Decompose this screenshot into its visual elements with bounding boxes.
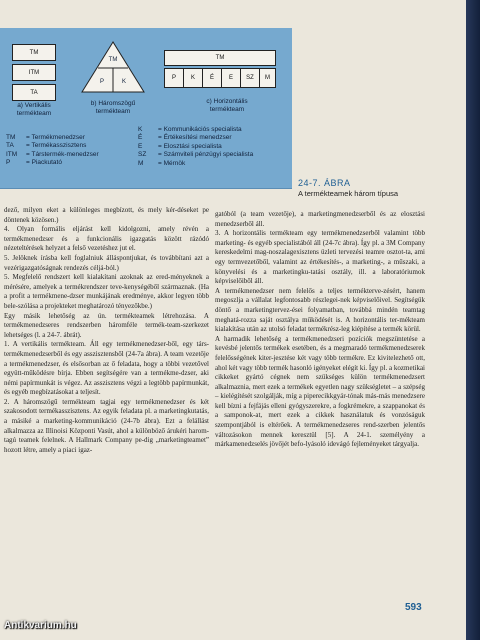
paragraph: 2. A háromszögű termékteam tagjai egy termékmenedzser és két szakosodott termékasszisztens. Az egyik feladata pl. a marketingkutatás, a másiké a marketing-kommunikáció (24-7b ábra). Ezt a felállást alkalmazza az Illinoisi Központi Vasút, ahol a különböző árukéri harom-tagú teamek felelnek. A Hallmark Company pe-dig „marketingteamet” hozott létre, amely a piaci igaz- bbox=[4, 397, 209, 454]
figure-panel bbox=[0, 28, 292, 189]
block-c-p: P bbox=[164, 68, 184, 88]
figure-caption-subtitle: A termékteamek három típusa bbox=[298, 189, 399, 198]
paragraph: A termékmenedzser nem felelős a teljes termékterve-zésért, hanem megoszlja a vállalat legfontosabb részlegei-nek képviselőivel. Segítségük döntő a marketingtervez-ései folyamatban, továbbá mindén teamtag meghatá-rozza saját osztálya működését is. A horizontális ter-mékteam kialakítása után az utolsó feladat termékrész-leg kiépítése a termék körül. bbox=[215, 286, 425, 334]
right-column bbox=[215, 210, 425, 450]
paragraph: 1. A vertikális termékteam. Áll egy termékmenedzser-ből, egy társ-termékmenedzserből és egy asszisztensből (24-7a ábra). A team vezetője a termékmenedzser, és elsősorban az ő feladata, hogy a többi vezetővel együtt-működésre bírja. Ebben segítségére van a termékme-dzser, aki némi papírmunkát is végez. Az asszisztens végzi a legtöbb papírmunkát, és egyéb megbízatásokat a teljesít. bbox=[4, 340, 209, 397]
paragraph: A harmadik lehetőség a termékmenedzseri pozíciók megszüntetése a kevésbé jelentős termékek esetében, és a megmaradó termékmenedzserek felelősségének kiter-jesztése két vagy több termékre. Ez kivitelezhető ott, ahol két vagy több termék hasonló igényeket elégít ki. Így pl. a kozmetikai cikkeket gyártó cégnek nem szükséges külön termékmenedzsert alkalmaznia, mert ezek a termékek egyetlen nagy szükségletet – a szépség – kielégítését szolgálják, míg a piperecikkgyár-tónak más-más menedzsere kell bízni a fejfájás elleni gyógyszerekre, a fogkrémekre, a szappanokat és a samponok-at, mert ezek a cikkek használatuk és vonzóságuk szempontjából is eltérőek. A termékmenedzseres rend-szerben jelentős változásokon mennek keresztül [5]. A 24-1. személyény a márkamenedzselés jövőjét befo-lyásoló idevágó fejleményeket tárgyalja. bbox=[215, 334, 425, 449]
legend-row bbox=[6, 142, 99, 150]
paragraph: gatóból (a team vezetője), a marketingmenedzserből és az elosztási menedzserből áll. bbox=[215, 210, 425, 228]
triangle-top: TM bbox=[108, 57, 118, 63]
left-column bbox=[4, 206, 209, 455]
figure-a-label: a) Vertikális termékteam bbox=[16, 102, 52, 117]
legend-key: TM bbox=[6, 134, 16, 141]
page-number: 593 bbox=[405, 602, 422, 613]
legend-row bbox=[6, 159, 99, 167]
block-a-3: TA bbox=[12, 84, 56, 101]
legend-key: E bbox=[138, 142, 143, 150]
legend-value: = Mérnök bbox=[158, 159, 186, 167]
legend-value: = Kommunikációs specialista bbox=[158, 126, 242, 133]
block-c-e2: E bbox=[221, 68, 241, 88]
legend-row bbox=[6, 134, 99, 142]
paragraph: 5. Jelöknek írásba kell foglalniuk álláspontjukat, és továbbítani azt a vezérigazgatóságnak rendezés céljá-ból.) bbox=[4, 253, 209, 272]
legend-key: K bbox=[138, 126, 143, 133]
legend-left bbox=[6, 134, 99, 168]
book-spine bbox=[466, 0, 480, 640]
legend-key: M bbox=[138, 159, 144, 167]
legend-value: = Számviteli pénzügyi specialista bbox=[158, 151, 254, 159]
block-c-top: TM bbox=[164, 50, 276, 66]
legend-value: = Termékasszisztens bbox=[26, 142, 87, 150]
legend-value: = Értékesítési menedzser bbox=[158, 134, 232, 142]
block-a-1: TM bbox=[12, 44, 56, 61]
legend-key: TA bbox=[6, 142, 14, 150]
paragraph: 4. Olyan formális eljárást kell kidolgozni, amely révén a termékmenedzser és a funkcionális igazgatás között rázódó nézeteltérések helyzet a felső vezetéshez jut el. bbox=[4, 225, 209, 253]
figure-b-label: b) Háromszögű termékteam bbox=[90, 100, 136, 115]
figure-caption-title: 24-7. ÁBRA bbox=[298, 178, 351, 188]
legend-key: É bbox=[138, 134, 143, 142]
triangle-right: K bbox=[121, 79, 126, 85]
legend-value: = Elosztási specialista bbox=[158, 142, 222, 150]
block-c-sz: SZ bbox=[240, 68, 260, 88]
block-c-k: K bbox=[183, 68, 203, 88]
legend-row bbox=[6, 151, 99, 159]
legend-value: = Termékmenedzser bbox=[26, 134, 85, 141]
legend-row bbox=[138, 151, 253, 159]
legend-key: SZ bbox=[138, 151, 147, 159]
watermark: Antikvarium.hu bbox=[4, 620, 77, 631]
paragraph: Egy másik lehetőség az ún. termékteamek létrehozása. A termékmenedzseres rendszerben háromféle termék-team-szerkezet lehetséges (l. a 24-7. ábrát). bbox=[4, 311, 209, 339]
paragraph: 5. Megfelelő rendszert kell kialakítani azoknak az ered-ményeknek a mérésére, amelyek a termékrendszer teve-kenységéből származnak. (Ha a profit a termékmene-dzser munkájának eredménye, akkor legyen több bele-szólása a projekteket meghatározó tényezőkbe.) bbox=[4, 273, 209, 310]
legend-row bbox=[138, 160, 253, 168]
paragraph: dező, milyen eket a különleges megbízott, és mely kér-déseket pe döntenek közösen.) bbox=[4, 206, 209, 224]
block-c-e1: É bbox=[202, 68, 222, 88]
figure-c-label: c) Horizontális termékteam bbox=[206, 98, 248, 113]
paragraph: 3. A horizontális termékteam egy termékmenedzserből valamint több marketing- és egyéb specialistából áll (24-7c ábra). Így pl. a 3M Company kereskedelmi mag-noszalagexisztens üzleti tervezési teamre osztot-ta, ami egy termvezetőből, valamint az értékesítés-, a marketing-, a műszaki, a könyvelési és a marketingku-tatási osztály, ill. a laboratóriumok képviselőiből áll. bbox=[215, 229, 425, 286]
legend-row bbox=[138, 143, 253, 151]
block-a-2: ITM bbox=[12, 64, 56, 81]
legend-row bbox=[138, 134, 253, 142]
triangle-left: P bbox=[99, 79, 104, 85]
legend-key: ITM bbox=[6, 150, 18, 158]
legend-value: = Társtermék-menedzser bbox=[26, 150, 99, 158]
block-c-m: M bbox=[259, 68, 276, 88]
legend-key: P bbox=[6, 159, 11, 167]
legend-right bbox=[138, 126, 253, 168]
legend-value: = Piackutató bbox=[26, 159, 62, 167]
